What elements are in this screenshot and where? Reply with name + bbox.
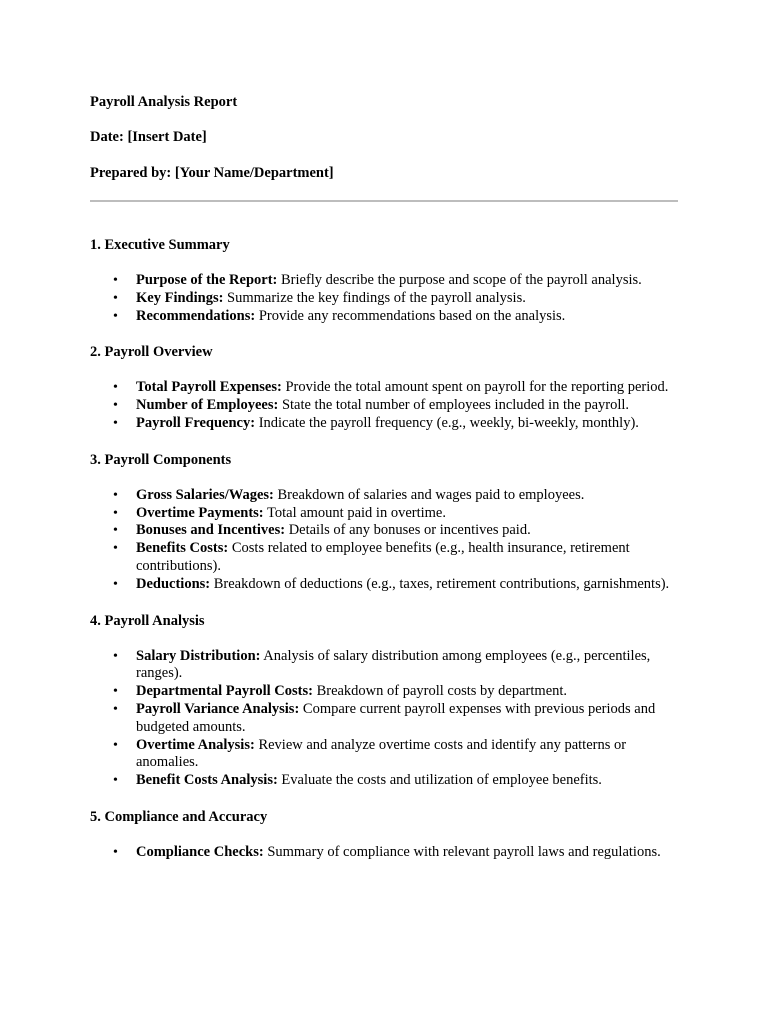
item-text: Details of any bonuses or incentives paid.	[285, 522, 531, 539]
item-label: Number of Employees:	[136, 397, 279, 414]
list-item	[90, 844, 680, 862]
bullet-icon: •	[113, 380, 118, 396]
bullet-icon: •	[113, 290, 118, 306]
bullet-icon: •	[113, 523, 118, 539]
item-label: Overtime Analysis:	[136, 736, 255, 753]
report-prepared-by: Prepared by: [Your Name/Department]	[90, 165, 334, 181]
bullet-icon: •	[113, 273, 118, 288]
item-text: Summarize the key findings of the payroll analysis.	[223, 289, 526, 306]
list-item	[90, 701, 680, 737]
item-text: Analysis of salary distribution among employees (e.g., percentiles, ranges).	[136, 647, 651, 682]
section-payroll-analysis	[90, 612, 680, 790]
item-text: Review and analyze overtime costs and identify any patterns or anomalies.	[136, 736, 627, 771]
item-label: Benefits Costs:	[136, 540, 229, 557]
bullet-icon: •	[113, 737, 118, 753]
list-item	[90, 683, 680, 701]
item-text: Provide the total amount spent on payroll for the reporting period.	[281, 379, 669, 396]
section-list	[90, 487, 680, 594]
item-label: Deductions:	[136, 575, 211, 592]
list-item	[90, 308, 680, 326]
list-item	[90, 522, 680, 540]
bullet-icon: •	[113, 701, 118, 717]
header-divider	[90, 200, 678, 202]
list-item	[90, 648, 680, 684]
item-label: Bonuses and Incentives:	[136, 522, 286, 539]
item-label: Total Payroll Expenses:	[136, 379, 282, 396]
item-label: Benefit Costs Analysis:	[136, 772, 278, 789]
list-item	[90, 540, 680, 576]
report-title: Payroll Analysis Report	[90, 94, 238, 110]
bullet-icon: •	[113, 773, 118, 789]
item-text: Breakdown of salaries and wages paid to employees.	[273, 486, 585, 503]
bullet-icon: •	[113, 398, 118, 414]
bullet-icon: •	[113, 576, 118, 592]
item-label: Compliance Checks:	[136, 843, 264, 860]
list-item	[90, 415, 680, 433]
item-text: Briefly describe the purpose and scope of the payroll analysis.	[277, 272, 642, 288]
section-heading: 5. Compliance and Accuracy	[90, 808, 268, 825]
section-list	[90, 379, 680, 432]
item-text: State the total number of employees included in the payroll.	[278, 397, 630, 414]
section-heading: 3. Payroll Components	[90, 451, 232, 468]
item-text: Compare current payroll expenses with previous periods and budgeted amounts.	[136, 700, 656, 735]
bullet-icon: •	[113, 844, 118, 860]
report-sections	[90, 236, 680, 862]
section-heading: 2. Payroll Overview	[90, 344, 213, 361]
section-compliance-accuracy	[90, 808, 680, 862]
list-item	[90, 397, 680, 415]
section-executive-summary	[90, 236, 680, 325]
item-label: Gross Salaries/Wages:	[136, 486, 274, 503]
bullet-icon: •	[113, 308, 118, 324]
item-label: Departmental Payroll Costs:	[136, 683, 313, 700]
item-label: Payroll Frequency:	[136, 414, 256, 431]
section-heading: 4. Payroll Analysis	[90, 612, 205, 629]
item-text: Summary of compliance with relevant payroll laws and regulations.	[263, 843, 661, 860]
list-item	[90, 379, 680, 397]
bullet-icon: •	[113, 684, 118, 700]
item-label: Recommendations:	[136, 307, 256, 324]
bullet-icon: •	[113, 505, 118, 521]
item-text: Breakdown of deductions (e.g., taxes, retirement contributions, garnishments).	[210, 575, 670, 592]
list-item	[90, 576, 680, 594]
list-item	[90, 772, 680, 790]
item-text: Total amount paid in overtime.	[263, 504, 446, 521]
section-list	[90, 648, 680, 790]
item-text: Indicate the payroll frequency (e.g., weekly, bi-weekly, monthly).	[255, 414, 639, 431]
item-text: Costs related to employee benefits (e.g., health insurance, retirement contributions).	[136, 540, 630, 574]
list-item	[90, 272, 680, 290]
item-label: Salary Distribution:	[136, 647, 261, 664]
report-date: Date: [Insert Date]	[90, 129, 207, 145]
item-text: Evaluate the costs and utilization of employee benefits.	[277, 772, 602, 789]
section-list	[90, 272, 680, 325]
item-label: Payroll Variance Analysis:	[136, 700, 300, 717]
item-label: Purpose of the Report:	[136, 272, 278, 288]
item-label: Key Findings:	[136, 289, 224, 306]
item-text: Provide any recommendations based on the analysis.	[255, 307, 566, 324]
document-page	[90, 93, 680, 862]
item-text: Breakdown of payroll costs by department.	[312, 683, 568, 700]
section-payroll-overview	[90, 343, 680, 432]
item-label: Overtime Payments:	[136, 504, 264, 521]
list-item	[90, 505, 680, 523]
section-list	[90, 844, 680, 862]
bullet-icon: •	[113, 415, 118, 431]
list-item	[90, 737, 680, 773]
bullet-icon: •	[113, 541, 118, 557]
bullet-icon: •	[113, 487, 118, 503]
section-payroll-components	[90, 451, 680, 594]
list-item	[90, 487, 680, 505]
list-item	[90, 290, 680, 308]
bullet-icon: •	[113, 648, 118, 664]
section-heading: 1. Executive Summary	[90, 237, 230, 253]
